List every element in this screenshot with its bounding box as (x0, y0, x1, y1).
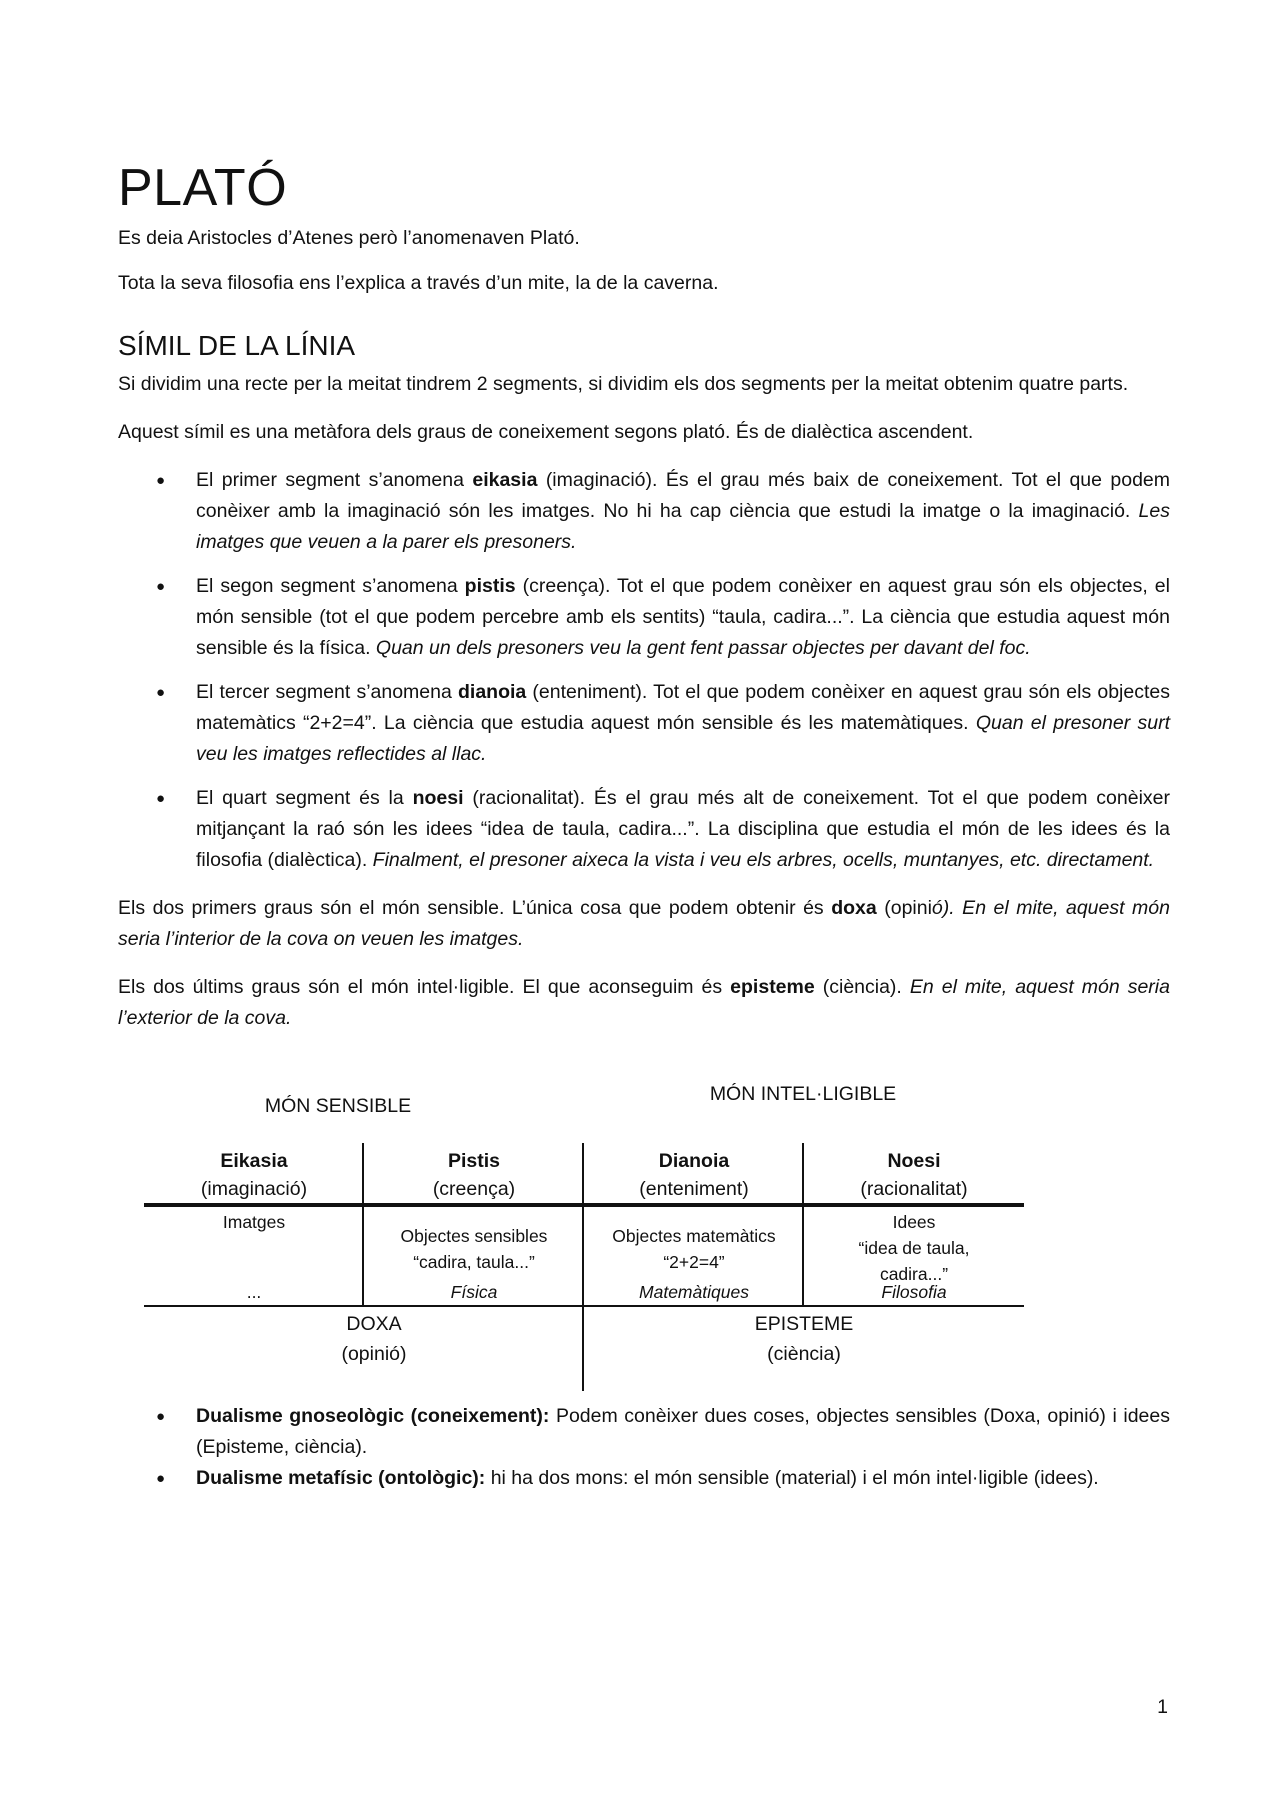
column-sub: (enteniment) (639, 1177, 749, 1200)
segment-item-noesi: ● El quart segment és la noesi (racionalitat). És el grau més alt de coneixement. Tot el que podem conèixer mitjançant la raó són les idees “idea de taula, cadira...”. La disciplina que estudia el món de les idees és la filosofia (dialèctica). Finalment, el presoner aixeca la vista i veu els arbres, ocells, muntanyes, etc. directament. (118, 783, 1170, 876)
thin-divider-line (144, 1305, 1024, 1307)
document-content (118, 160, 1170, 1511)
vertical-line-3 (802, 1143, 804, 1307)
section-heading: SÍMIL DE LA LÍNIA (118, 330, 356, 362)
segment-item-pistis: ● El segon segment s’anomena pistis (creença). Tot el que podem conèixer en aquest grau són els objectes, el món sensible (tot el que podem percebre amb els sentits) “taula, cadira...”. La ciència que estudia aquest món sensible és la física. Quan un dels presoners veu la gent fent passar objectes per davant del foc. (118, 571, 1170, 664)
objects-dianoia: Objectes matemàtics “2+2=4” (612, 1225, 776, 1272)
line-diagram (118, 1051, 1170, 1393)
vertical-line-2 (582, 1143, 584, 1391)
page-title: PLATÓ (118, 159, 288, 217)
column-noesi (804, 1147, 1024, 1203)
vertical-line-1 (362, 1143, 364, 1307)
intro-paragraph-2: Tota la seva filosofia ens l’explica a través d’un mite, la de la caverna. (118, 272, 719, 295)
science-pistis: Física (450, 1281, 498, 1302)
intro-paragraph-1: Es deia Aristocles d’Atenes però l’anomenaven Plató. (118, 227, 580, 250)
column-dianoia (584, 1147, 804, 1203)
segments-list (118, 465, 1170, 876)
column-pistis (364, 1147, 584, 1203)
objects-pistis: Objectes sensibles “cadira, taula...” (400, 1225, 548, 1272)
dualism-item-metaphysic: ● Dualisme metafísic (ontològic): hi ha dos mons: el món sensible (material) i el món intel·ligible (idees). (118, 1463, 1170, 1494)
column-name: Pistis (447, 1149, 501, 1172)
episteme-paragraph: Els dos últims graus són el món intel·ligible. El que aconseguim és episteme (ciència). En el mite, aquest món seria l’exterior de la cova. (118, 975, 1170, 1029)
objects-eikasia: Imatges (222, 1211, 286, 1232)
segment-item-dianoia: ● El tercer segment s’anomena dianoia (enteniment). Tot el que podem conèixer en aquest grau són els objectes matemàtics “2+2=4”. La ciència que estudia aquest món sensible és les matemàtiques. Quan el presoner surt veu les imatges reflectides al llac. (118, 677, 1170, 770)
column-sub: (racionalitat) (860, 1177, 968, 1200)
column-name: Noesi (887, 1149, 941, 1172)
science-eikasia: ... (246, 1281, 262, 1302)
section-paragraph-1: Si dividim una recte per la meitat tindrem 2 segments, si dividim els dos segments per la meitat obtenim quatre parts. (118, 372, 1129, 395)
column-eikasia (144, 1147, 364, 1203)
column-name: Eikasia (220, 1149, 288, 1172)
column-name: Dianoia (658, 1149, 730, 1172)
science-dianoia: Matemàtiques (639, 1281, 749, 1302)
dualisms-list (118, 1401, 1170, 1494)
doxa-label: DOXA (opinió) (341, 1312, 407, 1365)
column-sub: (creença) (432, 1177, 516, 1200)
doxa-paragraph: Els dos primers graus són el món sensible. L’única cosa que podem obtenir és doxa (opinió). En el mite, aquest món seria l’interior de la cova on veuen les imatges. (118, 896, 1170, 950)
thick-divider-line (144, 1203, 1024, 1207)
page-number: 1 (1157, 1696, 1168, 1718)
dualism-item-gnoseologic: ● Dualisme gnoseològic (coneixement): Podem conèixer dues coses, objectes sensibles (Doxa, opinió) i idees (Episteme, ciència). (118, 1401, 1170, 1463)
episteme-label: EPISTEME (ciència) (754, 1312, 854, 1365)
column-sub: (imaginació) (200, 1177, 308, 1200)
science-noesi: Filosofia (881, 1281, 947, 1302)
world-intelligible-label: MÓN INTEL·LIGIBLE (709, 1082, 897, 1105)
objects-noesi: Idees “idea de taula, cadira...” (858, 1211, 970, 1284)
world-sensible-label: MÓN SENSIBLE (264, 1094, 412, 1117)
segment-item-eikasia: ● El primer segment s’anomena eikasia (imaginació). És el grau més baix de coneixement. Tot el que podem conèixer amb la imaginació són les imatges. No hi ha cap ciència que estudi la imatge o la imaginació. Les imatges que veuen a la parer els presoners. (118, 465, 1170, 558)
section-paragraph-2: Aquest símil es una metàfora dels graus de coneixement segons plató. És de dialèctica ascendent. (118, 420, 974, 443)
